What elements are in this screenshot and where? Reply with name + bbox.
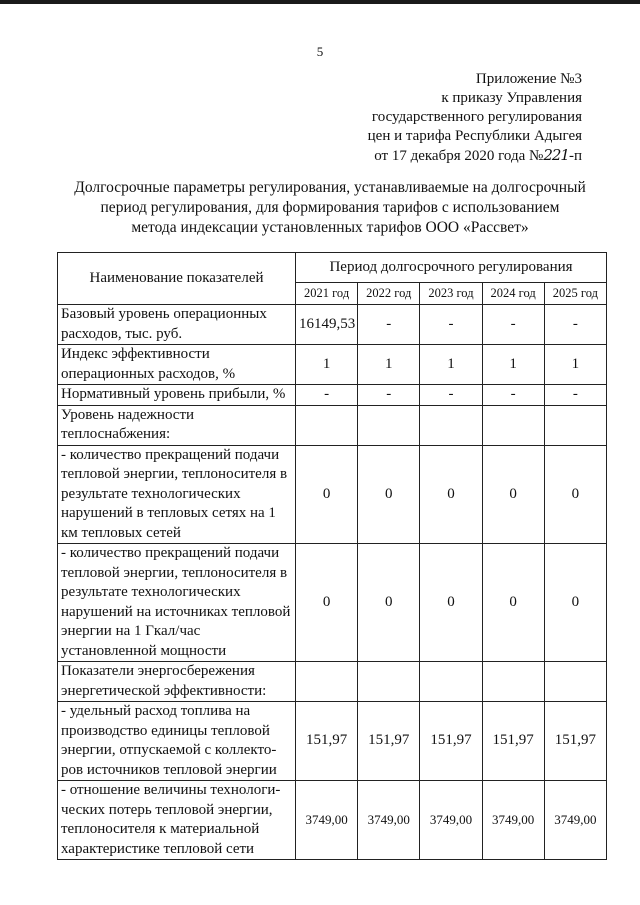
row-value: 16149,53 <box>296 305 358 345</box>
row-name: Показатели энергосбережения энергетической эффективности: <box>58 662 296 702</box>
table-row <box>58 345 607 385</box>
document-title <box>60 178 600 238</box>
row-value <box>420 662 482 702</box>
row-value: - <box>358 385 420 406</box>
table-row <box>58 662 607 702</box>
appendix-header <box>368 70 582 166</box>
row-value <box>358 662 420 702</box>
title-line-2: период регулирования, для формирования тарифов с использованием <box>100 199 560 216</box>
table-row <box>58 702 607 781</box>
row-name: - отношение величины технологи-ческих потерь тепловой энергии, теплоносителя к материальной характеристике тепловой сети <box>58 781 296 860</box>
row-value: - <box>420 305 482 345</box>
row-name: Нормативный уровень прибыли, % <box>58 385 296 406</box>
row-value <box>544 405 606 445</box>
appendix-line-3: государственного регулирования <box>371 109 582 125</box>
appendix-line-4: цен и тарифа Республики Адыгея <box>367 128 582 144</box>
row-value <box>296 662 358 702</box>
row-value: 0 <box>420 445 482 544</box>
row-value: 0 <box>544 445 606 544</box>
row-value <box>544 662 606 702</box>
row-value: 3749,00 <box>296 781 358 860</box>
row-name: Индекс эффективности операционных расходов, % <box>58 345 296 385</box>
row-value: - <box>420 385 482 406</box>
row-value: 0 <box>544 544 606 662</box>
row-value: 1 <box>296 345 358 385</box>
row-value: 0 <box>296 544 358 662</box>
row-value: 0 <box>420 544 482 662</box>
page-number: 5 <box>316 44 324 59</box>
row-value: 151,97 <box>296 702 358 781</box>
appendix-line-1: Приложение №3 <box>475 71 582 87</box>
row-value: 3749,00 <box>358 781 420 860</box>
row-value: 0 <box>296 445 358 544</box>
year-2021: 2021 год <box>296 283 358 305</box>
table-row <box>58 544 607 662</box>
row-value: 1 <box>482 345 544 385</box>
row-name: - количество прекращений подачи тепловой энергии, теплоносителя в результате технологических нарушений на источниках тепловой энергии на 1 Гкал/час установленной мощности <box>58 544 296 662</box>
row-value: 0 <box>358 544 420 662</box>
row-value <box>296 405 358 445</box>
table-row <box>58 405 607 445</box>
year-2025: 2025 год <box>544 283 606 305</box>
row-value: 3749,00 <box>544 781 606 860</box>
row-value <box>482 405 544 445</box>
handwritten-order-number: 221 <box>543 146 569 164</box>
year-2023: 2023 год <box>420 283 482 305</box>
row-value: 0 <box>482 544 544 662</box>
row-value: - <box>482 305 544 345</box>
title-line-3: метода индексации установленных тарифов ООО «Рассвет» <box>131 219 529 236</box>
row-value: 151,97 <box>420 702 482 781</box>
row-value: - <box>482 385 544 406</box>
row-name: Уровень надежности теплоснабжения: <box>58 405 296 445</box>
row-value: - <box>296 385 358 406</box>
year-2022: 2022 год <box>358 283 420 305</box>
row-name: - количество прекращений подачи тепловой энергии, теплоносителя в результате технологических нарушений в тепловых сетях на 1 км тепловых сетей <box>58 445 296 544</box>
row-value: - <box>544 385 606 406</box>
appendix-line-5 <box>368 146 582 166</box>
year-2024: 2024 год <box>482 283 544 305</box>
row-value: 1 <box>420 345 482 385</box>
row-value: 1 <box>358 345 420 385</box>
row-value <box>482 662 544 702</box>
title-line-1: Долгосрочные параметры регулирования, устанавливаемые на долгосрочный <box>74 179 586 196</box>
row-value: 3749,00 <box>420 781 482 860</box>
row-value <box>420 405 482 445</box>
row-value: - <box>544 305 606 345</box>
table-row <box>58 781 607 860</box>
table-header-row <box>58 253 607 283</box>
parameters-table <box>57 252 607 860</box>
appendix-line-2: к приказу Управления <box>441 90 582 106</box>
table-row <box>58 385 607 406</box>
row-value: 151,97 <box>358 702 420 781</box>
row-value: 151,97 <box>482 702 544 781</box>
row-value: 1 <box>544 345 606 385</box>
row-value: 3749,00 <box>482 781 544 860</box>
row-value: - <box>358 305 420 345</box>
header-indicator-name: Наименование показателей <box>58 253 296 305</box>
row-value: 151,97 <box>544 702 606 781</box>
order-suffix: -п <box>568 148 582 164</box>
row-name: Базовый уровень операционных расходов, тыс. руб. <box>58 305 296 345</box>
row-value: 0 <box>358 445 420 544</box>
table-row <box>58 305 607 345</box>
scan-top-edge <box>0 0 640 4</box>
row-value: 0 <box>482 445 544 544</box>
header-regulation-period: Период долгосрочного регулирования <box>296 253 607 283</box>
order-date: от 17 декабря 2020 года № <box>374 148 544 164</box>
row-value <box>358 405 420 445</box>
row-name: - удельный расход топлива на производство единицы тепловой энергии, отпускаемой с коллекто-ров источников тепловой энергии <box>58 702 296 781</box>
table-row <box>58 445 607 544</box>
